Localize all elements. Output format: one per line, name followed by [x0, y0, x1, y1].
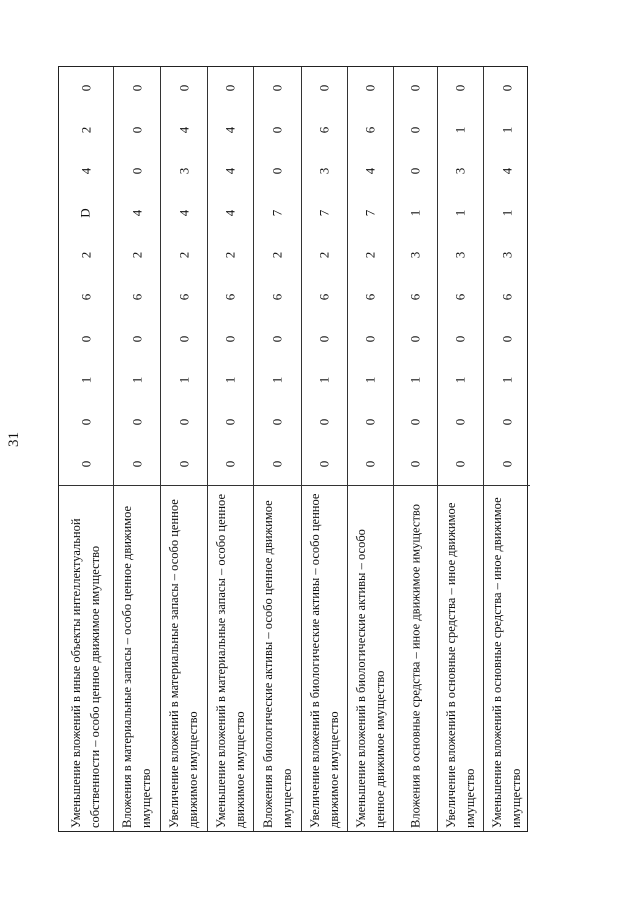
code-cell: [348, 109, 393, 151]
code-digit: 0: [222, 84, 238, 92]
code-digit: 0: [316, 335, 332, 342]
code-cell: [254, 109, 301, 151]
code-cell: [114, 109, 160, 151]
code-digit: 3: [499, 251, 514, 259]
row-label: Вложения в биологические активы – особо ценное движимое имущество: [260, 499, 294, 828]
page-number-text: 31: [5, 431, 22, 447]
code-digit: 0: [222, 460, 238, 468]
code-cell: [59, 234, 113, 276]
code-digit: 1: [176, 377, 191, 384]
code-digit: 6: [362, 126, 378, 133]
code-cell: [59, 401, 113, 443]
code-digit: 4: [176, 210, 191, 217]
code-cell: [348, 234, 393, 276]
code-cell: [161, 276, 207, 318]
code-cell: [438, 109, 483, 151]
code-cell: [208, 401, 253, 443]
code-cell: [161, 151, 207, 193]
code-digit: 0: [316, 419, 332, 426]
code-digit: 1: [452, 210, 468, 217]
code-digit: 0: [362, 419, 378, 426]
code-digit: 0: [499, 84, 514, 92]
code-digit: 0: [362, 335, 378, 342]
code-digit: 2: [269, 251, 285, 259]
code-digit: 0: [452, 335, 468, 342]
code-digit: 0: [176, 84, 191, 92]
code-digit: 0: [269, 335, 285, 342]
code-digit: 3: [452, 251, 468, 259]
code-cell: [114, 443, 160, 485]
code-digit: 1: [222, 377, 238, 384]
code-digit: 1: [129, 377, 144, 384]
code-cell: [59, 318, 113, 360]
code-digit: 0: [176, 419, 191, 426]
code-digit: 1: [452, 377, 468, 384]
row-label-cell: [114, 485, 160, 833]
code-cell: [484, 192, 530, 234]
row-label: Уменьшение вложений в иные объекты интеллектуальной собственности – особо ценное движимое имущество: [69, 517, 102, 828]
code-cell: [394, 318, 437, 360]
code-cell: [484, 360, 530, 402]
code-cell: [438, 192, 483, 234]
code-digit: 0: [269, 419, 285, 426]
code-digit: 0: [452, 419, 468, 426]
code-cell: [302, 151, 347, 193]
code-digit: 1: [362, 377, 378, 384]
code-digit: 0: [222, 419, 238, 426]
code-cell: [208, 443, 253, 485]
code-cell: [161, 443, 207, 485]
code-cell: [484, 401, 530, 443]
code-cell: [394, 234, 437, 276]
code-cell: [208, 67, 253, 109]
code-digit: 0: [407, 168, 423, 175]
table-row: [114, 67, 161, 831]
code-digit: 6: [362, 293, 378, 301]
code-cell: [114, 318, 160, 360]
code-cell: [254, 67, 301, 109]
code-digit: 0: [176, 460, 191, 468]
code-digit: 3: [176, 168, 191, 175]
row-label: Увеличение вложений в материальные запасы – особо ценное движимое имущество: [167, 498, 200, 828]
code-digit: 2: [222, 251, 238, 259]
code-cell: [394, 443, 437, 485]
code-cell: [348, 276, 393, 318]
code-digit: 0: [269, 84, 285, 92]
code-cell: [302, 109, 347, 151]
code-cell: [59, 109, 113, 151]
code-digit: 1: [499, 210, 514, 217]
code-cell: [394, 276, 437, 318]
code-digit: 4: [176, 126, 191, 133]
code-digit: 0: [129, 168, 144, 175]
code-digit: 0: [407, 460, 423, 468]
code-cell: [302, 67, 347, 109]
code-cell: [484, 151, 530, 193]
code-cell: [394, 109, 437, 151]
code-cell: [438, 318, 483, 360]
code-cell: [161, 234, 207, 276]
code-digit: 0: [129, 126, 144, 133]
code-digit: 1: [407, 377, 423, 384]
code-cell: [394, 151, 437, 193]
table-row: [208, 67, 254, 831]
code-digit: 1: [499, 126, 514, 133]
code-digit: 0: [407, 126, 423, 133]
code-digit: 2: [176, 251, 191, 259]
code-digit: 1: [78, 377, 93, 384]
code-digit: 4: [362, 168, 378, 175]
code-digit: 0: [499, 460, 514, 468]
code-cell: [438, 360, 483, 402]
code-cell: [208, 151, 253, 193]
code-digit: 1: [452, 126, 468, 133]
row-label: Увеличение вложений в основные средства – иное движимое имущество: [443, 502, 477, 828]
code-cell: [254, 151, 301, 193]
code-digit: 0: [316, 460, 332, 468]
code-cell: [161, 67, 207, 109]
row-label-cell: [348, 485, 393, 833]
code-cell: [114, 401, 160, 443]
code-digit: 7: [269, 210, 285, 217]
code-cell: [438, 443, 483, 485]
code-digit: 0: [499, 335, 514, 342]
code-cell: [348, 401, 393, 443]
code-digit: 2: [78, 126, 93, 133]
code-cell: [438, 234, 483, 276]
code-cell: [438, 67, 483, 109]
code-digit: 4: [222, 210, 238, 217]
code-cell: [484, 318, 530, 360]
code-cell: [114, 192, 160, 234]
row-label: Уменьшение вложений в биологические активы – особо ценное движимое имущество: [353, 528, 387, 828]
code-digit: 4: [129, 210, 144, 217]
code-digit: 2: [78, 251, 93, 259]
row-label-cell: [394, 485, 437, 833]
code-digit: 2: [129, 251, 144, 259]
code-digit: 7: [362, 210, 378, 217]
table-row: [394, 67, 438, 831]
code-cell: [484, 443, 530, 485]
code-cell: [59, 192, 113, 234]
table-row: [59, 67, 114, 831]
code-digit: 0: [269, 168, 285, 175]
code-digit: 0: [452, 84, 468, 92]
code-cell: [484, 67, 530, 109]
code-digit: 0: [269, 126, 285, 133]
accounts-table: [58, 66, 528, 832]
page-number: [0, 414, 28, 464]
code-cell: [302, 443, 347, 485]
code-digit: 3: [407, 251, 423, 259]
code-cell: [254, 318, 301, 360]
code-cell: [208, 276, 253, 318]
code-digit: 3: [452, 168, 468, 175]
code-digit: 0: [269, 460, 285, 468]
code-cell: [208, 234, 253, 276]
row-label: Увеличение вложений в биологические активы – особо ценное движимое имущество: [307, 493, 341, 828]
code-digit: 0: [78, 460, 93, 468]
code-cell: [348, 360, 393, 402]
code-digit: 4: [222, 168, 238, 175]
code-digit: 0: [407, 419, 423, 426]
code-cell: [302, 360, 347, 402]
code-digit: 0: [362, 460, 378, 468]
code-cell: [394, 360, 437, 402]
code-digit: 0: [129, 335, 144, 342]
row-label-cell: [208, 485, 253, 833]
code-cell: [114, 360, 160, 402]
code-cell: [208, 109, 253, 151]
code-digit: 4: [222, 126, 238, 133]
code-cell: [161, 360, 207, 402]
code-cell: [484, 234, 530, 276]
code-digit: 0: [176, 335, 191, 342]
code-cell: [302, 192, 347, 234]
code-digit: 0: [452, 460, 468, 468]
code-cell: [114, 276, 160, 318]
code-digit: 3: [316, 168, 332, 175]
code-digit: 2: [316, 251, 332, 259]
row-label: Вложения в материальные запасы – особо ценное движимое имущество: [120, 505, 153, 828]
row-label-cell: [59, 485, 113, 833]
row-label-cell: [484, 485, 530, 833]
code-digit: 0: [78, 335, 93, 342]
code-digit: 1: [407, 210, 423, 217]
row-label: Уменьшение вложений в материальные запасы – особо ценное движимое имущество: [213, 493, 247, 828]
code-digit: 0: [362, 84, 378, 92]
code-digit: 0: [129, 419, 144, 426]
code-cell: [114, 151, 160, 193]
code-cell: [254, 360, 301, 402]
code-digit: 0: [316, 84, 332, 92]
code-cell: [394, 192, 437, 234]
code-digit: 0: [407, 335, 423, 342]
code-digit: 0: [78, 84, 93, 92]
code-digit: 1: [316, 377, 332, 384]
code-cell: [302, 401, 347, 443]
code-cell: [348, 67, 393, 109]
code-cell: [302, 318, 347, 360]
code-digit: 0: [129, 84, 144, 92]
code-cell: [59, 360, 113, 402]
code-cell: [348, 443, 393, 485]
code-cell: [59, 443, 113, 485]
code-digit: 6: [78, 293, 93, 301]
code-cell: [394, 67, 437, 109]
code-digit: 0: [499, 419, 514, 426]
code-digit: 0: [222, 335, 238, 342]
code-cell: [208, 192, 253, 234]
code-cell: [208, 360, 253, 402]
row-label-cell: [254, 485, 301, 833]
code-cell: [484, 276, 530, 318]
code-cell: [161, 401, 207, 443]
code-cell: [161, 109, 207, 151]
code-cell: [59, 276, 113, 318]
code-cell: [302, 234, 347, 276]
code-cell: [254, 192, 301, 234]
table-row: [302, 67, 348, 831]
code-cell: [348, 151, 393, 193]
code-digit: 6: [176, 293, 191, 301]
code-cell: [394, 401, 437, 443]
code-cell: [114, 234, 160, 276]
code-cell: [161, 192, 207, 234]
table-row: [484, 67, 530, 831]
code-cell: [302, 276, 347, 318]
row-label-cell: [438, 485, 483, 833]
code-digit: 6: [222, 293, 238, 301]
code-digit: 6: [407, 293, 423, 301]
code-digit: 6: [269, 293, 285, 301]
row-label: Уменьшение вложений в основные средства – иное движимое имущество: [490, 496, 523, 828]
code-cell: [348, 318, 393, 360]
code-cell: [438, 151, 483, 193]
code-digit: D: [77, 208, 93, 218]
code-digit: 0: [407, 84, 423, 92]
code-cell: [438, 276, 483, 318]
row-label-cell: [161, 485, 207, 833]
code-digit: 6: [499, 293, 514, 301]
code-digit: 6: [316, 126, 332, 133]
code-digit: 6: [316, 293, 332, 301]
code-cell: [254, 234, 301, 276]
code-digit: 4: [499, 168, 514, 175]
table-row: [161, 67, 208, 831]
code-cell: [254, 401, 301, 443]
code-cell: [254, 276, 301, 318]
code-digit: 1: [499, 377, 514, 384]
code-digit: 0: [129, 460, 144, 468]
code-cell: [161, 318, 207, 360]
row-label-cell: [302, 485, 347, 833]
row-label: Вложения в основные средства – иное движимое имущество: [408, 503, 422, 828]
code-digit: 6: [452, 293, 468, 301]
code-cell: [254, 443, 301, 485]
table-row: [438, 67, 484, 831]
table-row: [348, 67, 394, 831]
code-digit: 4: [78, 168, 93, 175]
code-digit: 7: [316, 210, 332, 217]
code-cell: [208, 318, 253, 360]
code-digit: 6: [129, 293, 144, 301]
code-cell: [59, 67, 113, 109]
code-cell: [438, 401, 483, 443]
code-cell: [348, 192, 393, 234]
code-digit: 2: [362, 251, 378, 259]
code-digit: 1: [269, 377, 285, 384]
table-row: [254, 67, 302, 831]
code-digit: 0: [78, 419, 93, 426]
code-cell: [484, 109, 530, 151]
code-cell: [114, 67, 160, 109]
code-cell: [59, 151, 113, 193]
